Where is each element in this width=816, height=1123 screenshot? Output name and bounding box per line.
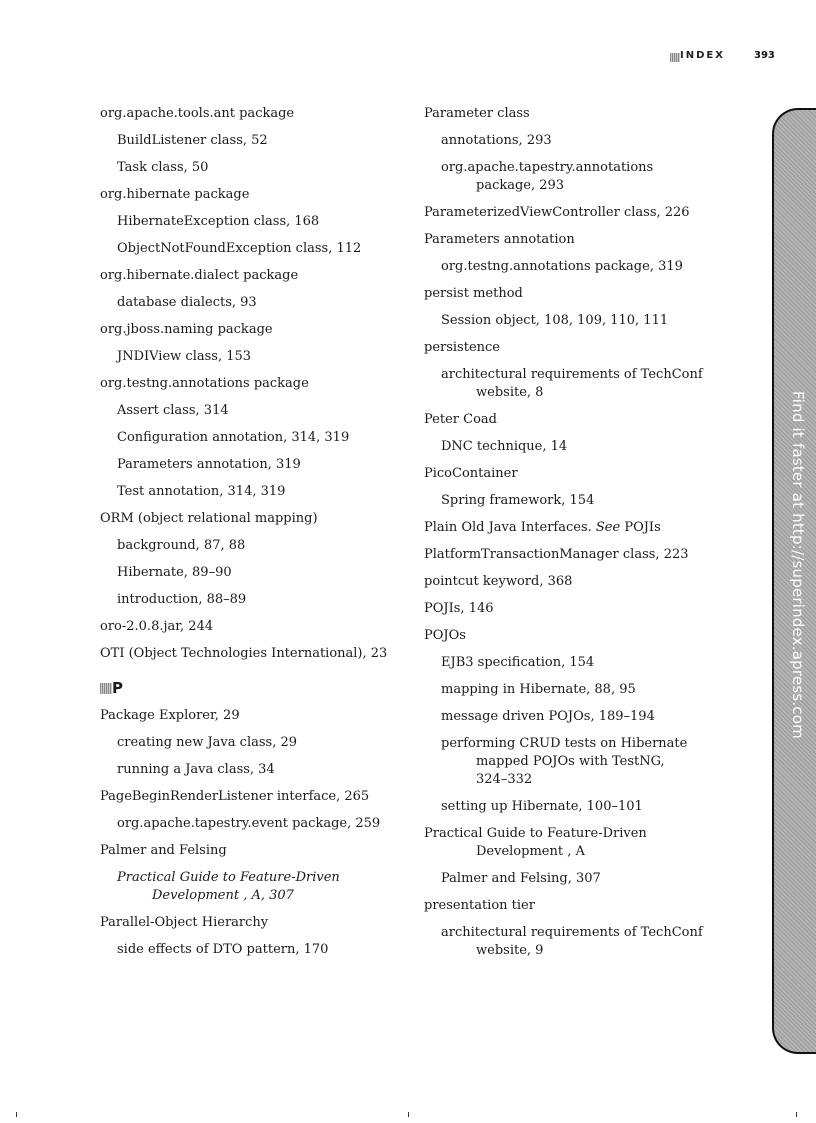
index-subentry: [424, 438, 734, 456]
entry-text: running a Java class, 34: [117, 762, 275, 777]
entry-text: message driven POJOs, 189–194: [441, 709, 655, 724]
index-entry: [100, 842, 410, 860]
entry-text: persistence: [424, 340, 500, 355]
index-subentry: [100, 132, 410, 150]
entry-text: database dialects, 93: [117, 295, 257, 310]
entry-continuation: Development , A: [476, 844, 585, 859]
index-entry: [100, 645, 410, 663]
index-entry: [424, 573, 734, 591]
index-entry: [424, 519, 734, 537]
crop-mark: [16, 1112, 17, 1117]
index-subentry: [100, 537, 410, 555]
entry-text: PageBeginRenderListener interface, 265: [100, 789, 370, 804]
entry-text: performing CRUD tests on Hibernate: [441, 736, 688, 751]
index-subentry: [424, 366, 734, 402]
entry-text: HibernateException class, 168: [117, 214, 320, 229]
index-subentry: [424, 159, 734, 195]
index-entry: [100, 914, 410, 932]
index-subentry: [100, 294, 410, 312]
entry-text: Test annotation, 314, 319: [117, 484, 286, 499]
index-entry: [100, 186, 410, 204]
entry-text: POJOs: [424, 628, 466, 643]
index-entry: [424, 897, 734, 915]
index-subentry: [424, 681, 734, 699]
entry-page-ref: POJIs: [620, 520, 661, 535]
index-subentry: [100, 591, 410, 609]
index-subentry: [424, 258, 734, 276]
entry-text: PicoContainer: [424, 466, 518, 481]
index-entry: [424, 204, 734, 222]
index-subentry: [100, 734, 410, 752]
entry-text: BuildListener class, 52: [117, 133, 268, 148]
entry-text: creating new Java class, 29: [117, 735, 298, 750]
index-entry: [424, 825, 734, 861]
entry-continuation: package, 293: [476, 178, 565, 193]
entry-text: org.apache.tools.ant package: [100, 106, 295, 121]
entry-text: org.hibernate.dialect package: [100, 268, 299, 283]
crop-mark: [796, 1112, 797, 1117]
entry-text: Session object, 108, 109, 110, 111: [441, 313, 669, 328]
entry-text: Practical Guide to Feature-Driven: [424, 826, 647, 841]
entry-text: side effects of DTO pattern, 170: [117, 942, 329, 957]
index-entry: [424, 285, 734, 303]
entry-text: EJB3 specification, 154: [441, 655, 595, 670]
section-marker-icon: [100, 683, 112, 694]
index-subentry: [424, 132, 734, 150]
entry-text: mapping in Hibernate, 88, 95: [441, 682, 636, 697]
index-entry: [100, 321, 410, 339]
entry-text: Spring framework, 154: [441, 493, 595, 508]
entry-text: Palmer and Felsing, 307: [441, 871, 601, 886]
entry-text: pointcut keyword, 368: [424, 574, 573, 589]
index-subentry: [424, 492, 734, 510]
crop-mark: [408, 1112, 409, 1117]
running-header: [0, 50, 816, 66]
index-subentry: [100, 456, 410, 474]
index-column-left: [100, 105, 410, 968]
entry-text: background, 87, 88: [117, 538, 246, 553]
index-column-right: [424, 105, 734, 969]
entry-text: Configuration annotation, 314, 319: [117, 430, 350, 445]
index-subentry: [424, 735, 734, 789]
entry-text: Task class, 50: [117, 160, 209, 175]
entry-continuation: 324–332: [476, 772, 533, 787]
section-heading-p: [100, 679, 410, 697]
entry-text: PlatformTransactionManager class, 223: [424, 547, 689, 562]
left-entries-group: [100, 105, 410, 663]
entry-text: DNC technique, 14: [441, 439, 568, 454]
entry-text: Practical Guide to Feature-Driven: [117, 870, 340, 885]
index-entry: [424, 600, 734, 618]
index-entry: [100, 788, 410, 806]
index-subentry: [100, 869, 410, 905]
entry-text: Parallel-Object Hierarchy: [100, 915, 269, 930]
entry-text: ORM (object relational mapping): [100, 511, 318, 526]
index-entry: [100, 707, 410, 725]
index-subentry: [100, 240, 410, 258]
entry-text: Assert class, 314: [117, 403, 229, 418]
index-entry: [424, 546, 734, 564]
entry-text: Parameters annotation, 319: [117, 457, 301, 472]
index-subentry: [424, 654, 734, 672]
entry-continuation: Development , A, 307: [152, 888, 294, 903]
entry-text: Plain Old Java Interfaces.: [424, 520, 596, 535]
index-entry: [424, 627, 734, 645]
index-entry: [100, 105, 410, 123]
index-subentry: [100, 429, 410, 447]
index-subentry: [100, 159, 410, 177]
index-entry: [100, 267, 410, 285]
header-section-label: INDEX: [680, 50, 725, 61]
index-subentry: [424, 924, 734, 960]
entry-text: org.apache.tapestry.event package, 259: [117, 816, 381, 831]
index-subentry: [100, 402, 410, 420]
left-entries-group-p: [100, 707, 410, 959]
entry-continuation: website, 8: [476, 385, 544, 400]
entry-text: oro-2.0.8.jar, 244: [100, 619, 214, 634]
entry-page-ref: , 307: [260, 888, 294, 903]
entry-text: persist method: [424, 286, 523, 301]
index-entry: [100, 618, 410, 636]
section-letter: P: [112, 679, 123, 697]
entry-text: annotations, 293: [441, 133, 552, 148]
entry-text: presentation tier: [424, 898, 535, 913]
entry-text: ParameterizedViewController class, 226: [424, 205, 690, 220]
index-subentry: [100, 761, 410, 779]
index-entry: [424, 105, 734, 123]
index-subentry: [424, 870, 734, 888]
entry-text: org.jboss.naming package: [100, 322, 273, 337]
index-entry: [424, 411, 734, 429]
index-subentry: [100, 564, 410, 582]
entry-text: org.testng.annotations package, 319: [441, 259, 683, 274]
entry-text: Parameters annotation: [424, 232, 575, 247]
index-subentry: [100, 348, 410, 366]
index-subentry: [424, 312, 734, 330]
index-entry: [424, 339, 734, 357]
index-entry: [100, 510, 410, 528]
entry-continuation: mapped POJOs with TestNG,: [476, 754, 665, 769]
entry-text: OTI (Object Technologies International), 23: [100, 646, 388, 661]
entry-text: Parameter class: [424, 106, 530, 121]
thumb-tab-text: Find it faster at http://superindex.apress.com: [789, 391, 807, 739]
entry-text: Palmer and Felsing: [100, 843, 227, 858]
entry-text: architectural requirements of TechConf: [441, 367, 703, 382]
index-subentry: [100, 941, 410, 959]
see-reference: See: [595, 520, 621, 535]
index-entry: [100, 375, 410, 393]
entry-text: setting up Hibernate, 100–101: [441, 799, 643, 814]
right-entries-group: [424, 105, 734, 960]
index-subentry: [100, 213, 410, 231]
index-subentry: [424, 798, 734, 816]
index-subentry: [100, 815, 410, 833]
index-entry: [424, 465, 734, 483]
entry-text: org.hibernate package: [100, 187, 250, 202]
entry-continuation: website, 9: [476, 943, 544, 958]
entry-text: introduction, 88–89: [117, 592, 247, 607]
entry-text: Package Explorer, 29: [100, 708, 240, 723]
entry-text: org.apache.tapestry.annotations: [441, 160, 654, 175]
entry-text: POJIs, 146: [424, 601, 494, 616]
header-marker-icon: [670, 53, 680, 62]
entry-text: ObjectNotFoundException class, 112: [117, 241, 362, 256]
index-entry: [424, 231, 734, 249]
entry-text: JNDIView class, 153: [117, 349, 252, 364]
entry-text: Peter Coad: [424, 412, 497, 427]
page-number: 393: [754, 50, 775, 61]
index-subentry: [424, 708, 734, 726]
entry-text: Hibernate, 89–90: [117, 565, 232, 580]
entry-text: org.testng.annotations package: [100, 376, 309, 391]
entry-text: architectural requirements of TechConf: [441, 925, 703, 940]
index-subentry: [100, 483, 410, 501]
